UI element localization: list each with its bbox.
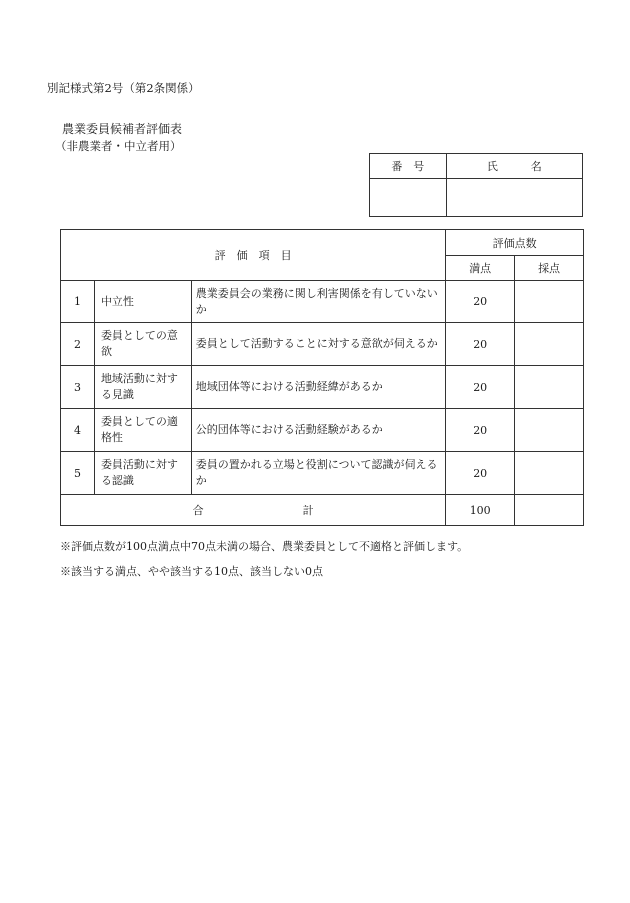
row-question: 農業委員会の業務に関し利害関係を有していないか bbox=[191, 281, 445, 323]
row-max: 20 bbox=[446, 281, 515, 323]
row-number: 2 bbox=[61, 323, 95, 366]
document-title: 農業委員候補者評価表 bbox=[62, 122, 183, 136]
row-score-field[interactable] bbox=[515, 409, 584, 452]
row-number: 3 bbox=[61, 366, 95, 409]
row-max: 20 bbox=[446, 409, 515, 452]
total-score-field[interactable] bbox=[515, 495, 584, 526]
id-table-header-row bbox=[370, 154, 583, 179]
table-header-row-1 bbox=[61, 230, 584, 256]
row-score-field[interactable] bbox=[515, 452, 584, 495]
row-number: 4 bbox=[61, 409, 95, 452]
total-max: 100 bbox=[446, 495, 515, 526]
row-category: 委員としての意欲 bbox=[94, 323, 191, 366]
row-score-field[interactable] bbox=[515, 366, 584, 409]
row-category: 委員としての適格性 bbox=[94, 409, 191, 452]
name-label: 氏 名 bbox=[446, 154, 582, 179]
item-header: 評 価 項 目 bbox=[61, 230, 446, 281]
table-row bbox=[61, 281, 584, 323]
table-row bbox=[61, 323, 584, 366]
max-header: 満点 bbox=[446, 256, 515, 281]
id-table bbox=[369, 153, 583, 217]
total-label: 合 計 bbox=[61, 495, 446, 526]
total-row bbox=[61, 495, 584, 526]
number-label: 番 号 bbox=[370, 154, 447, 179]
form-label: 別記様式第2号（第2条関係） bbox=[47, 81, 200, 95]
row-max: 20 bbox=[446, 323, 515, 366]
table-row bbox=[61, 409, 584, 452]
row-max: 20 bbox=[446, 452, 515, 495]
row-category: 地域活動に対する見識 bbox=[94, 366, 191, 409]
row-question: 地域団体等における活動経緯があるか bbox=[191, 366, 445, 409]
table-row bbox=[61, 452, 584, 495]
row-category: 委員活動に対する認識 bbox=[94, 452, 191, 495]
score-header: 評価点数 bbox=[446, 230, 584, 256]
number-field[interactable] bbox=[370, 179, 447, 217]
row-number: 5 bbox=[61, 452, 95, 495]
row-category: 中立性 bbox=[94, 281, 191, 323]
table-row bbox=[61, 366, 584, 409]
evaluation-table bbox=[60, 229, 584, 526]
row-score-field[interactable] bbox=[515, 323, 584, 366]
row-score-field[interactable] bbox=[515, 281, 584, 323]
name-field[interactable] bbox=[446, 179, 582, 217]
note-threshold: ※評価点数が100点満点中70点未満の場合、農業委員として不適格と評価します。 bbox=[60, 540, 469, 553]
row-question: 委員として活動することに対する意欲が伺えるか bbox=[191, 323, 445, 366]
row-max: 20 bbox=[446, 366, 515, 409]
row-question: 委員の置かれる立場と役割について認識が伺えるか bbox=[191, 452, 445, 495]
row-question: 公的団体等における活動経験があるか bbox=[191, 409, 445, 452]
document-subtitle: （非農業者・中立者用） bbox=[55, 139, 182, 153]
note-scoring: ※該当する満点、やや該当する10点、該当しない0点 bbox=[60, 565, 323, 578]
id-table-entry-row bbox=[370, 179, 583, 217]
row-number: 1 bbox=[61, 281, 95, 323]
score-col-header: 採点 bbox=[515, 256, 584, 281]
